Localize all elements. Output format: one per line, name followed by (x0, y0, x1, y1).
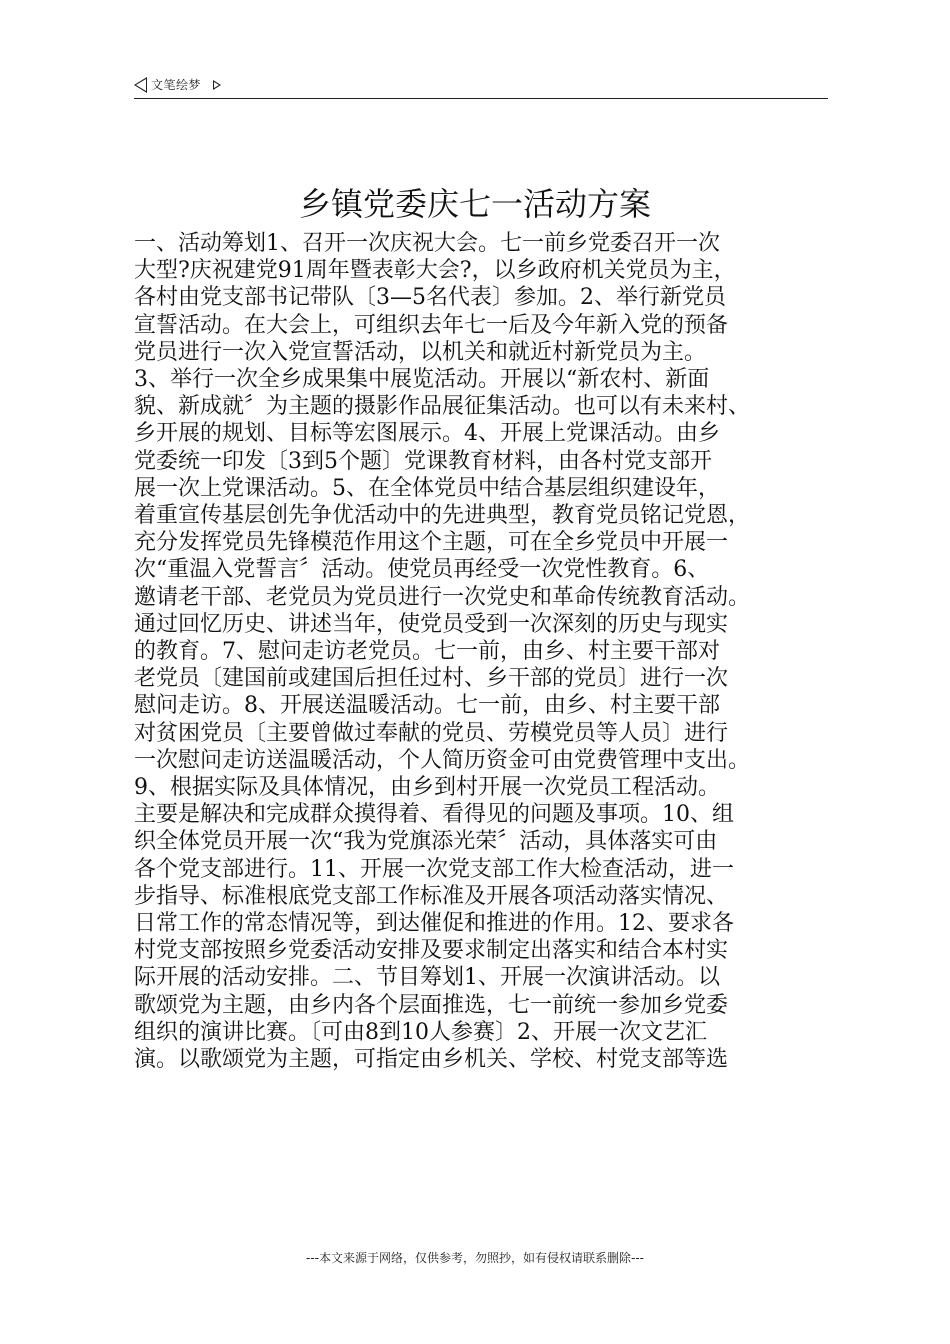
body-line: 日常工作的常态情况等，到达催促和推进的作用。12、要求各 (134, 911, 734, 937)
body-line: 的教育。7、慰问走访老党员。七一前，由乡、村主要干部对 (134, 639, 720, 665)
body-line: 乡开展的规划、目标等宏图展示。4、开展上党课活动。由乡 (134, 421, 720, 447)
triangle-left-icon (134, 77, 147, 93)
body-line: 演。以歌颂党为主题，可指定由乡机关、学校、村党支部等选 (134, 1047, 729, 1073)
page-header (134, 72, 828, 99)
body-line: 着重宣传基层创先争优活动中的先进典型，教育党员铭记党恩， (134, 503, 751, 529)
body-line: 通过回忆历史、讲述当年，使党员受到一次深刻的历史与现实 (134, 611, 729, 637)
header-brand: 文笔绘梦 (151, 78, 202, 92)
document-body (134, 230, 834, 1073)
body-line: 慰问走访。8、开展送温暖活动。七一前，由乡、村主要干部 (134, 693, 720, 719)
body-line: 对贫困党员〔主要曾做过奉献的党员、劳模党员等人员〕进行 (134, 720, 729, 746)
body-line: 织全体党员开展一次“我为党旗添光荣〞活动，具体落实可由 (134, 829, 718, 855)
body-line: 充分发挥党员先锋模范作用这个主题，可在全乡党员中开展一 (134, 530, 729, 556)
document-title: 乡镇党委庆七一活动方案 (298, 185, 651, 223)
body-line: 一、活动筹划1、召开一次庆祝大会。七一前乡党委召开一次 (134, 231, 720, 256)
body-line: 老党员〔建国前或建国后担任过村、乡干部的党员〕进行一次 (134, 666, 729, 692)
body-line: 展一次上党课活动。5、在全体党员中结合基层组织建设年， (134, 475, 720, 501)
body-line: 村党支部按照乡党委活动安排及要求制定出落实和结合本村实 (134, 938, 729, 964)
body-line: 9、根据实际及具体情况，由乡到村开展一次党员工程活动。 (134, 775, 720, 801)
body-line: 党委统一印发〔3到5个题〕党课教育材料，由各村党支部开 (134, 448, 712, 474)
header-brand-group (134, 76, 221, 93)
body-line: 际开展的活动安排。二、节目筹划1、开展一次演讲活动。以 (134, 965, 720, 991)
body-line: 宣誓活动。在大会上，可组织去年七一后及今年新入党的预备 (134, 312, 729, 338)
body-line: 3、举行一次全乡成果集中展览活动。开展以“新农村、新面 (134, 367, 710, 393)
body-line: 大型?庆祝建党91周年暨表彰大会?，以乡政府机关党员为主， (134, 258, 736, 284)
body-line: 邀请老干部、老党员为党员进行一次党史和革命传统教育活动。 (134, 584, 751, 610)
body-line: 党员进行一次入党宣誓活动，以机关和就近村新党员为主。 (134, 339, 707, 365)
body-line: 貌、新成就〞为主题的摄影作品展征集活动。也可以有未来村、 (134, 394, 751, 420)
body-line: 主要是解决和完成群众摸得着、看得见的问题及事项。10、组 (134, 802, 734, 828)
triangle-right-icon (213, 80, 221, 90)
body-line: 各村由党支部书记带队〔3—5名代表〕参加。2、举行新党员 (134, 285, 726, 311)
page-footer: ---本文来源于网络，仅供参考，勿照抄，如有侵权请联系删除--- (306, 1251, 644, 1265)
body-line: 歌颂党为主题，由乡内各个层面推选，七一前统一参加乡党委 (134, 992, 729, 1018)
body-line: 各个党支部进行。11、开展一次党支部工作大检查活动，进一 (134, 856, 734, 882)
body-line: 步指导、标准根底党支部工作标准及开展各项活动落实情况、 (134, 883, 729, 909)
body-line: 组织的演讲比赛。〔可由8到10人参赛〕2、开展一次文艺汇 (134, 1019, 707, 1045)
body-line: 一次慰问走访送温暖活动，个人简历资金可由党费管理中支出。 (134, 747, 751, 773)
body-line: 次“重温入党誓言〞活动。使党员再经受一次党性教育。6、 (134, 557, 710, 583)
